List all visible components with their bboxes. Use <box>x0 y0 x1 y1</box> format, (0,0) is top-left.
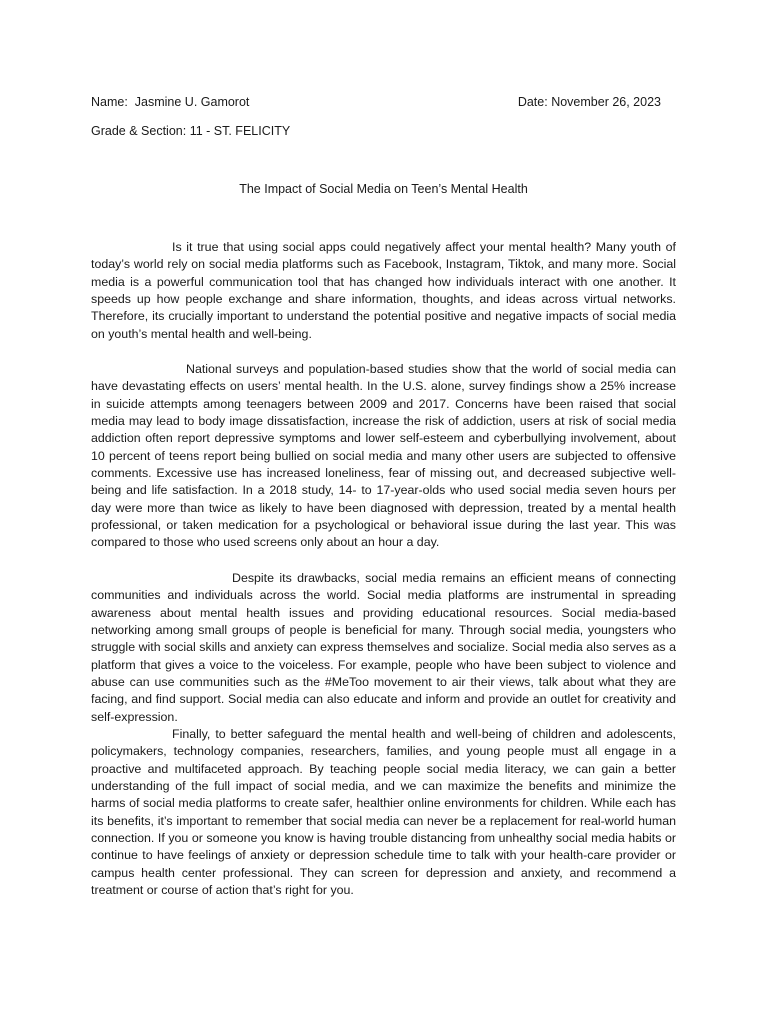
date-value: November 26, 2023 <box>551 95 661 109</box>
document-title: The Impact of Social Media on Teen’s Mental Health <box>239 182 528 196</box>
grade-section <box>91 123 290 139</box>
document-date <box>518 94 661 110</box>
paragraph-intro: Is it true that using social apps could negatively affect your mental health? Many youth of today’s world rely on social media platforms such as Facebook, Instagram, Tiktok, and many more. Social media is a powerful communication tool that has changed how individuals interact with one another. It speeds up how people exchange and share information, thoughts, and ideas across virtual networks. Therefore, its crucially important to understand the potential positive and negative impacts of social media on youth’s mental health and well-being. <box>91 240 676 341</box>
grade-label: Grade & Section: <box>91 124 187 138</box>
paragraph-positive-effects: Despite its drawbacks, social media remains an efficient means of connecting communities and individuals across the world. Social media platforms are instrumental in spreading awareness about mental health issues and providing educational resources. Social media-based networking among small groups of people is beneficial for many. Through social media, youngsters who struggle with social skills and anxiety can express themselves and socialize. Social media also serves as a platform that gives a voice to the voiceless. For example, people who have been subject to violence and abuse can use communities such as the #MeToo movement to air their views, talk about what they are facing, and find support. Social media can also educate and inform and provide an outlet for creativity and self-expression. <box>91 571 676 724</box>
grade-value: 11 - ST. FELICITY <box>189 124 291 138</box>
paragraph-negative-effects: National surveys and population-based studies show that the world of social media can have devastating effects on users’ mental health. In the U.S. alone, survey findings show a 25% increase in suicide attempts among teenagers between 2009 and 2017. Concerns have been raised that social media may lead to body image dissatisfaction, increase the risk of addiction, users at risk of social media addiction often report depressive symptoms and lower self-esteem and cyberbullying involvement, about 10 percent of teens report being bullied on social media and many other users are subjected to offensive comments. Excessive use has increased loneliness, fear of missing out, and decreased subjective well-being and life satisfaction. In a 2018 study, 14- to 17-year-olds who used social media seven hours per day were more than twice as likely to have been diagnosed with depression, treated by a mental health professional, or taken medication for a psychological or behavioral issue during the last year. This was compared to those who used screens only about an hour a day. <box>91 362 676 550</box>
name-label: Name: <box>91 95 128 109</box>
paragraph-conclusion: Finally, to better safeguard the mental health and well-being of children and adolescents, policymakers, technology companies, researchers, families, and young people must all engage in a proactive and multifaceted approach. By teaching people social media literacy, we can gain a better understanding of the full impact of social media, and we can maximize the benefits and minimize the harms of social media platforms to create safer, healthier online environments for children. While each has its benefits, it’s important to remember that social media can never be a replacement for real-world human connection. If you or someone you know is having trouble distancing from unhealthy social media habits or continue to have feelings of anxiety or depression schedule time to talk with your health-care provider or campus health center professional. They can screen for depression and anxiety, and recommend a treatment or course of action that’s right for you. <box>91 727 676 898</box>
date-label: Date: <box>517 95 548 109</box>
name-value: Jasmine U. Gamorot <box>134 95 250 109</box>
student-name <box>91 94 249 110</box>
